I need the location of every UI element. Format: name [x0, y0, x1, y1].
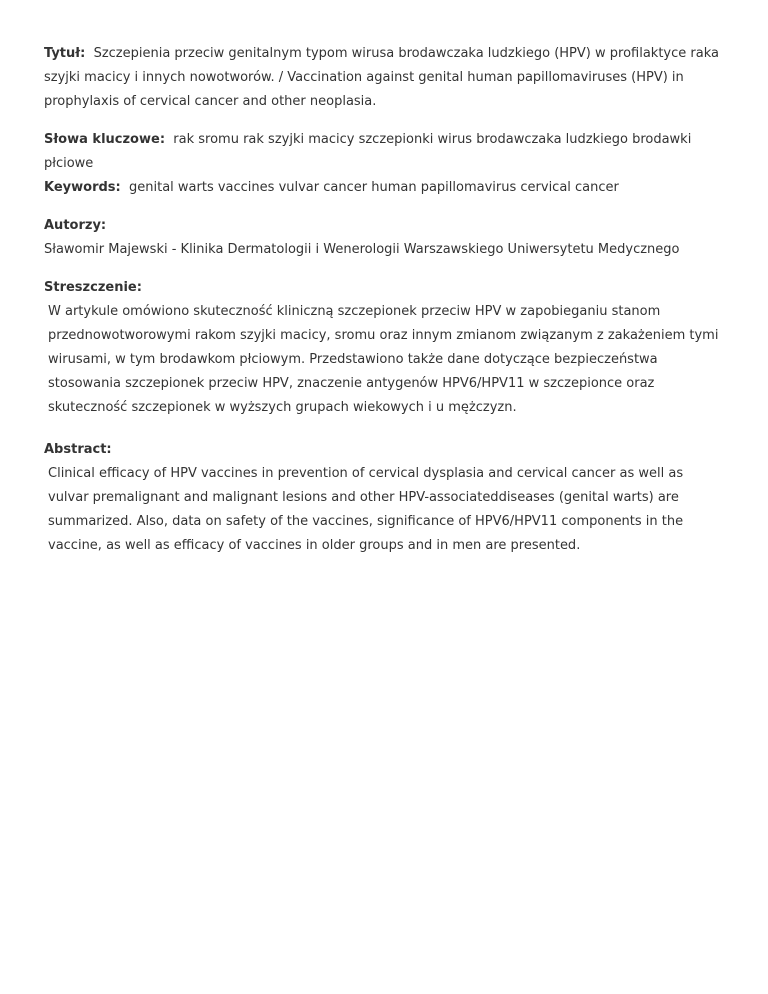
title-paragraph: [44, 42, 724, 114]
title-text: Szczepienia przeciw genitalnym typom wirusa brodawczaka ludzkiego (HPV) w profilaktyce raka szyjki macicy i innych nowotworów. / Vaccination against genital human papillomaviruses (HPV) in prophylaxis of cervical cancer and other neoplasia.: [44, 46, 719, 109]
title-label: Tytuł:: [44, 46, 86, 61]
abstract-en-text: Clinical efficacy of HPV vaccines in prevention of cervical dysplasia and cervical cancer as well as vulvar premalignant and malignant lesions and other HPV-associateddiseases (genital warts) are summarized. Also, data on safety of the vaccines, significance of HPV6/HPV11 components in the vaccine, as well as efficacy of vaccines in older groups and in men are presented.: [48, 466, 684, 553]
keywords-en-text: genital warts vaccines vulvar cancer human papillomavirus cervical cancer: [129, 180, 619, 195]
abstract-en-heading: Abstract:: [44, 442, 112, 457]
keywords-pl-text: rak sromu rak szyjki macicy szczepionki wirus brodawczaka ludzkiego brodawki płciowe: [44, 132, 692, 171]
keywords-en-label: Keywords:: [44, 180, 121, 195]
abstract-pl-heading: Streszczenie:: [44, 280, 142, 295]
keywords-en-paragraph: [44, 176, 724, 200]
keywords-pl-paragraph: [44, 128, 724, 176]
abstract-pl-text: W artykule omówiono skuteczność kliniczną szczepionek przeciw HPV w zapobieganiu stanom przednowotworowymi rakom szyjki macicy, sromu oraz innym zmianom związanym z zakażeniem tymi wirusami, w tym brodawkom płciowym. Przedstawiono także dane dotyczące bezpieczeństwa stosowania szczepionek przeciw HPV, znaczenie antygenów HPV6/HPV11 w szczepionce oraz skuteczność szczepionek w wyższych grupach wiekowych i u mężczyzn.: [48, 304, 719, 415]
authors-heading: Autorzy:: [44, 218, 107, 233]
keywords-pl-label: Słowa kluczowe:: [44, 132, 166, 147]
authors-text: Sławomir Majewski - Klinika Dermatologii i Wenerologii Warszawskiego Uniwersytetu Medycznego: [44, 242, 680, 257]
